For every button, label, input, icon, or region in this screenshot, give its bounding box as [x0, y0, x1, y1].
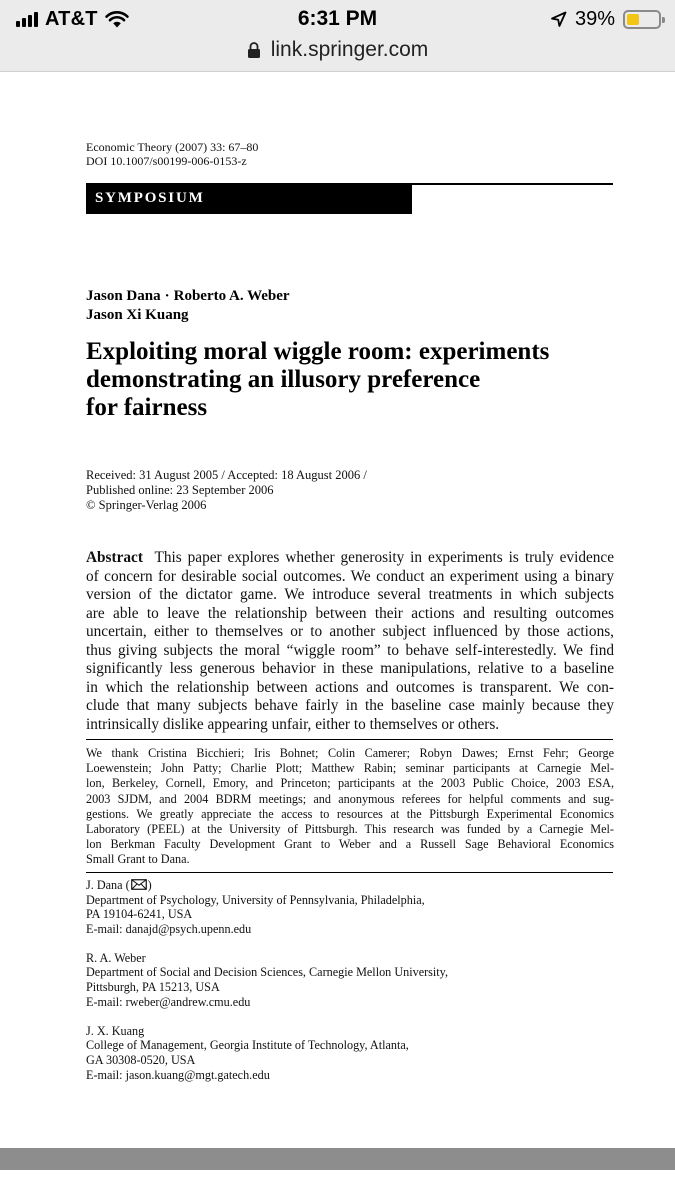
acknowledgment-line: Small Grant to Dana. — [86, 852, 190, 867]
acknowledgment-line: We thank Cristina Bicchieri; Iris Bohnet; Colin Camerer; Robyn Dawes; Ernst Fehr; George — [86, 746, 614, 760]
abstract-line: in which the relationship between actions and outcomes is transparent. We con- — [86, 678, 614, 696]
abstract-line: thus giving subjects the moral “wiggle room” to behave self-interestedly. We find — [86, 641, 614, 659]
battery-icon — [623, 10, 661, 29]
section-label: SYMPOSIUM — [86, 183, 412, 214]
affil-email: E-mail: jason.kuang@mgt.gatech.edu — [86, 1067, 270, 1082]
title-line: Exploiting moral wiggle room: experiments — [86, 338, 550, 365]
paper-title — [86, 338, 616, 422]
abstract-line: uncertain, either to themselves or to another subject influenced by those actions, — [86, 623, 614, 640]
authors — [86, 287, 290, 325]
status-bar — [0, 0, 675, 36]
abstract-label: Abstract — [86, 549, 143, 566]
abstract-line — [86, 549, 614, 568]
affil-name: J. X. Kuang — [86, 1023, 145, 1038]
abstract-line: of concern for desirable social outcomes. We conduct an experiment using a binary — [86, 567, 614, 585]
affil-email: E-mail: danajd@psych.upenn.edu — [86, 921, 252, 936]
battery-percent: 39% — [574, 7, 615, 30]
author-dana: Jason Dana — [86, 288, 161, 304]
published-date: Published online: 23 September 2006 — [86, 483, 274, 497]
affil-address: Pittsburgh, PA 15213, USA — [86, 980, 220, 995]
abstract-line: are able to leave the relationship between their actions and resulting outcomes — [86, 604, 614, 622]
acknowledgment-line: lon, Berkeley, Cornell, Emory, and Princeton; participants at the 2003 Public Choice, 2003 ESA, — [86, 776, 614, 791]
abstract — [86, 549, 614, 734]
affiliations — [86, 878, 448, 1097]
affiliation-weber — [86, 951, 448, 1009]
affil-name: R. A. Weber — [86, 950, 146, 965]
abstract-line: significantly less generous behavior in these manipulations, relative to a baseline — [86, 660, 614, 677]
acknowledgment-line: Loewenstein; John Patty; Charlie Plott; Matthew Rabin; seminar participants at Carnegie Mel- — [86, 761, 614, 776]
affil-dept: College of Management, Georgia Institute of Technology, Atlanta, — [86, 1038, 409, 1053]
battery-fill — [627, 14, 639, 25]
affil-email: E-mail: rweber@andrew.cmu.edu — [86, 994, 251, 1009]
battery-nub — [662, 17, 665, 23]
abstract-first-line: This paper explores whether generosity in experiments is truly evidence — [154, 549, 614, 566]
carrier-name: AT&T — [45, 7, 98, 30]
acknowledgment-line: gestions. We greatly appreciate the access to resources at the Pittsburgh Experimental Economics — [86, 806, 614, 821]
title-line: demonstrating an illusory preference — [86, 366, 481, 393]
affil-name: J. Dana — [86, 878, 123, 892]
affiliation-kuang — [86, 1024, 448, 1082]
affil-dept: Department of Social and Decision Sciences, Carnegie Mellon University, — [86, 965, 449, 980]
received-date: Received: 31 August 2005 / Accepted: 18 August 2006 / — [86, 468, 367, 482]
affil-address: PA 19104-6241, USA — [86, 907, 193, 922]
author-separator: · — [164, 288, 170, 304]
abstract-line: intrinsically dislike appearing unfair, either to themselves or others. — [86, 715, 500, 733]
abstract-line: clude that many subjects behave fairly in the baseline case mainly because they — [86, 697, 614, 714]
acknowledgment-line: Laboratory (PEEL) at the University of Pittsburgh. This research was funded by a Carnegie Mel- — [86, 822, 614, 837]
acknowledgment-line: lon Berkman Faculty Development Grant to Weber and a Russell Sage Behavioral Economics — [86, 837, 614, 852]
copyright: © Springer-Verlag 2006 — [86, 498, 207, 512]
lock-icon — [247, 41, 261, 59]
location-arrow-icon — [550, 11, 567, 28]
browser-chrome — [0, 0, 675, 72]
affil-address: GA 30308-0520, USA — [86, 1052, 196, 1067]
acknowledgment-line: 2003 SJDM, and 2004 BDRM meetings; and anonymous referees for helpful comments and sug- — [86, 791, 614, 806]
url-bar[interactable] — [0, 36, 675, 64]
affiliation-rule — [86, 872, 613, 873]
publication-dates — [86, 468, 367, 513]
author-kuang: Jason Xi Kuang — [86, 307, 189, 323]
url-text[interactable]: link.springer.com — [270, 38, 429, 61]
status-right — [550, 6, 661, 32]
corresponding-close: ) — [147, 878, 152, 892]
author-weber: Roberto A. Weber — [173, 288, 290, 304]
doi: DOI 10.1007/s00199-006-0153-z — [86, 154, 247, 168]
journal-info — [86, 140, 258, 168]
paper-page — [0, 72, 675, 1148]
abstract-line: version of the dictator game. We introduce several treatments in which subjects — [86, 586, 614, 603]
status-time: 6:31 PM — [297, 7, 378, 30]
envelope-icon — [131, 879, 147, 890]
journal-citation: Economic Theory (2007) 33: 67–80 — [86, 140, 259, 154]
bottom-strip — [0, 1170, 675, 1200]
acknowledgments — [86, 746, 614, 868]
affiliation-dana — [86, 878, 448, 936]
title-line: for fairness — [86, 394, 208, 421]
corresponding-open: ( — [125, 878, 130, 892]
footnote-rule — [86, 739, 613, 740]
bottom-toolbar-band — [0, 1148, 675, 1170]
affil-dept: Department of Psychology, University of Pennsylvania, Philadelphia, — [86, 892, 425, 907]
